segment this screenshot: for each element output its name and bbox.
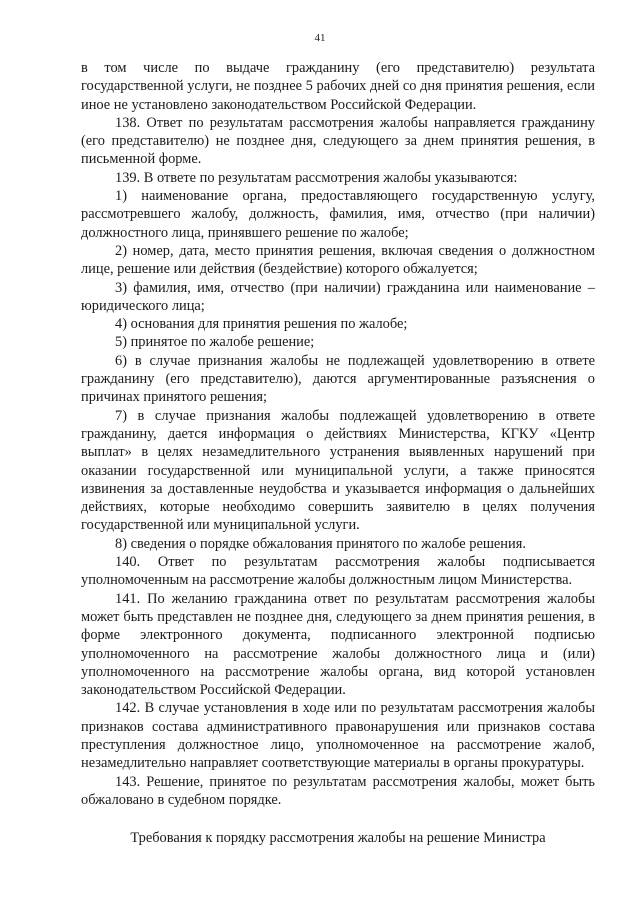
document-body [81,59,595,809]
paragraph-139: 139. В ответе по результатам рассмотрения жалобы указываются: [115,169,518,186]
list-item-5: 5) принятое по жалобе решение; [115,334,315,351]
list-item-2: 2) номер, дата, место принятия решения, включая сведения о должностном лице, решение или действия (бездействие) которого обжалуется; [81,242,595,278]
paragraph-138: 138. Ответ по результатам рассмотрения жалобы направляется гражданину (его представителю) не позднее дня, следующего за днем принятия решения, в письменной форме. [81,114,595,168]
paragraph-141: 141. По желанию гражданина ответ по результатам рассмотрения жалобы может быть представлен не позднее дня, следующего за днем принятия решения, в форме электронного документа, подписанного электронной подписью уполномоченного на рассмотрение жалобы должностного лица и (или) уполномоченного на рассмотрение жалобы органа, вид которой установлен законодательством Российской Федерации. [81,590,595,699]
list-item-8: 8) сведения о порядке обжалования принятого по жалобе решения. [115,535,526,552]
paragraph-142: 142. В случае установления в ходе или по результатам рассмотрения жалобы признаков состава административного правонарушения или признаков состава преступления должностное лицо, уполномоченное на рассмотрение жалоб, незамедлительно направляет соответствующие материалы в органы прокуратуры. [81,700,595,772]
paragraph-143: 143. Решение, принятое по результатам рассмотрения жалобы, может быть обжаловано в судебном порядке. [81,773,595,808]
paragraph-continuation: в том числе по выдаче гражданину (его представителю) результата государственной услуги, не позднее 5 рабочих дней со дня принятия решения, если иное не установлено законодательством Российской Федерации. [81,60,595,113]
list-item-6: 6) в случае признания жалобы не подлежащей удовлетворению в ответе гражданину (его представителю), даются аргументированные разъяснения о причинах принятого решения; [81,352,595,406]
list-item-7: 7) в случае признания жалобы подлежащей удовлетворению в ответе гражданину, дается информация о действиях Министерства, КГКУ «Центр выплат» в целях незамедлительного устранения выявленных нарушений при оказании государственной или муниципальной услуги, а также приносятся извинения за доставленные неудобства и указывается информация о дальнейших действиях, которые необходимо совершить заявителю в целях получения государственной или муниципальной услуги. [81,407,595,534]
page-number: 41 [314,32,326,44]
list-item-1: 1) наименование органа, предоставляющего государственную услугу, рассмотревшего жалобу, должность, фамилия, имя, отчество (при наличии) должностного лица, принявшего решение по жалобе; [81,188,595,241]
section-heading: Требования к порядку рассмотрения жалобы на решение Министра [130,830,546,846]
list-item-3: 3) фамилия, имя, отчество (при наличии) гражданина или наименование – юридического лица; [81,279,595,314]
paragraph-140: 140. Ответ по результатам рассмотрения жалобы подписывается уполномоченным на рассмотрение жалобы должностным лицом Министерства. [81,554,595,589]
list-item-4: 4) основания для принятия решения по жалобе; [115,316,408,333]
